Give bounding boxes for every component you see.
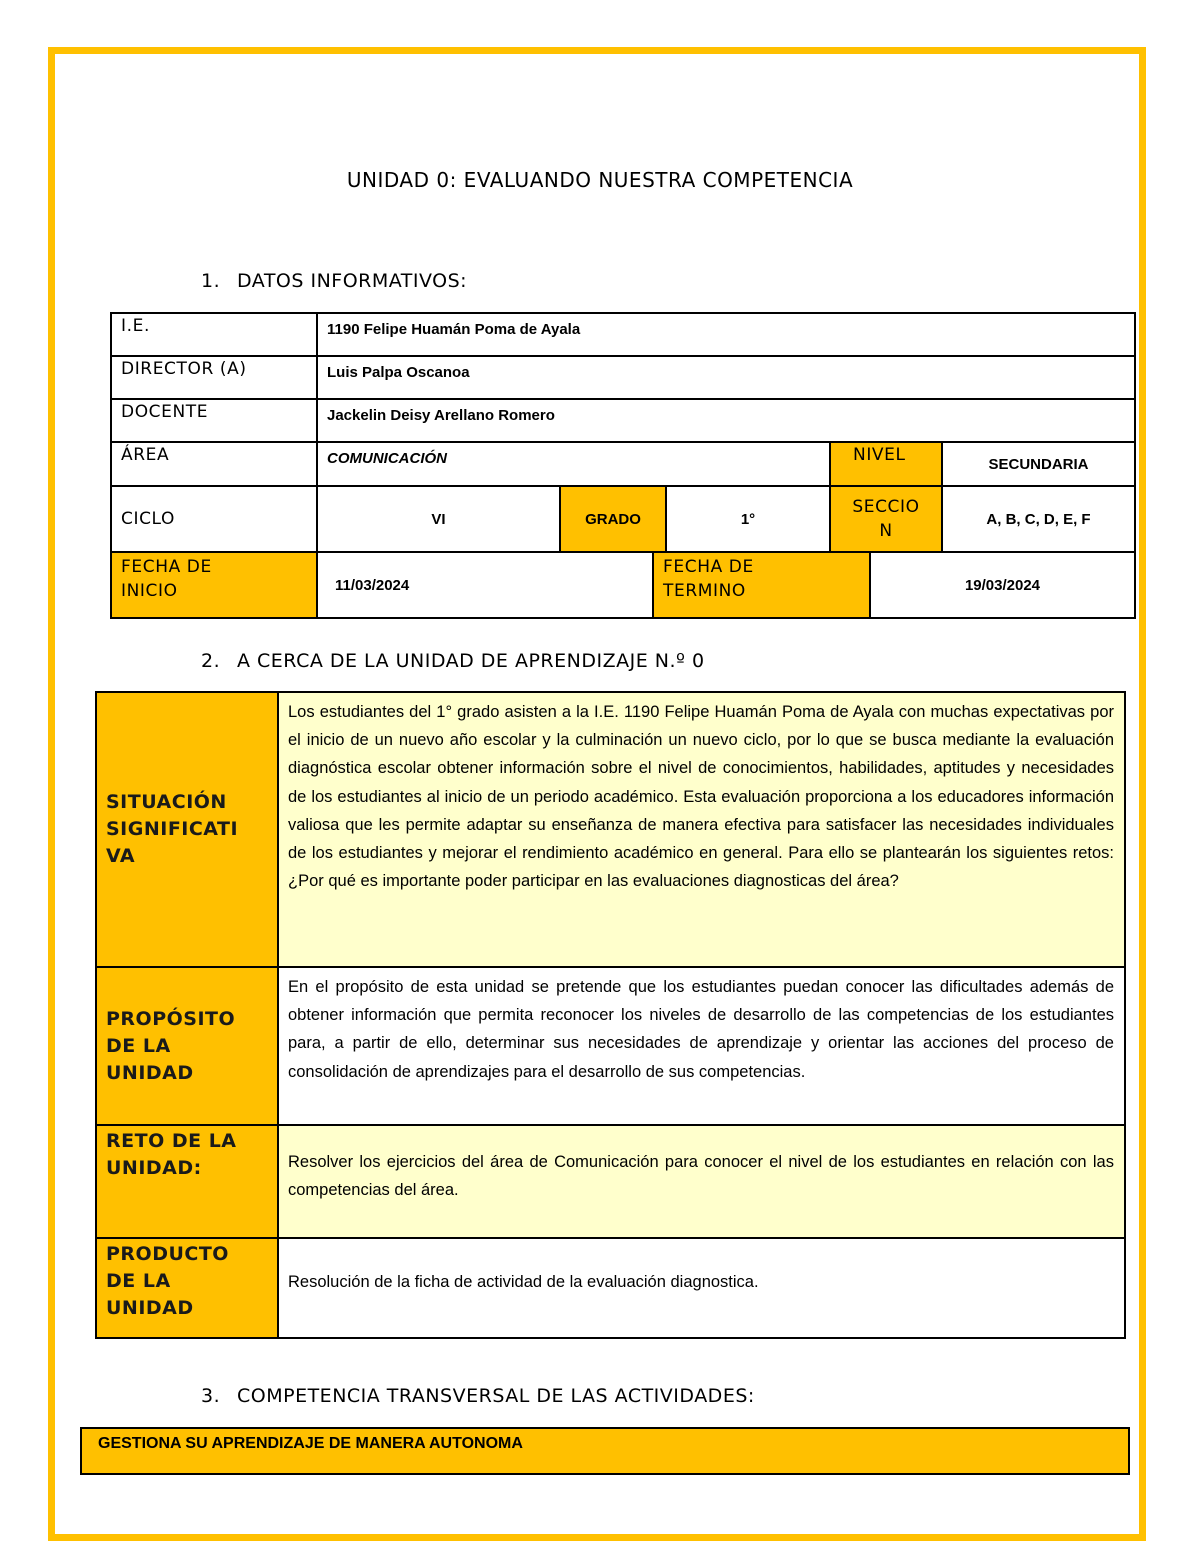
proposito-label-line-3: UNIDAD xyxy=(106,1061,194,1084)
unidad-aprendizaje-table xyxy=(95,691,1126,1339)
ciclo-label-cell xyxy=(112,487,318,553)
nivel-label-cell xyxy=(831,443,943,487)
producto-label-line-2: DE LA xyxy=(106,1270,171,1292)
fecha-termino-value: 19/03/2024 xyxy=(964,576,1041,594)
fecha-inicio-value: 11/03/2024 xyxy=(335,576,410,594)
seccion-label-line-1: SECCIO xyxy=(852,497,920,517)
situacion-label-cell xyxy=(97,693,279,968)
docente-label: DOCENTE xyxy=(121,402,209,422)
grado-label-cell xyxy=(561,487,667,553)
situacion-text-cell xyxy=(279,693,1124,968)
reto-label-cell xyxy=(97,1126,279,1239)
section-3-number: 3. xyxy=(201,1385,221,1407)
fecha-termino-label-line-2: TERMINO xyxy=(663,581,746,601)
area-label-cell xyxy=(112,443,318,487)
ie-value-cell xyxy=(318,314,1134,357)
ie-value: 1190 Felipe Huamán Poma de Ayala xyxy=(327,321,581,338)
section-1-heading xyxy=(201,270,467,292)
proposito-text-cell xyxy=(279,968,1124,1126)
reto-label-line-2: UNIDAD: xyxy=(106,1157,202,1179)
section-3-title: COMPETENCIA TRANSVERSAL DE LAS ACTIVIDADES: xyxy=(237,1385,755,1407)
section-3-heading xyxy=(201,1385,755,1407)
director-value: Luis Palpa Oscanoa xyxy=(327,364,470,381)
proposito-text: En el propósito de esta unidad se pretende que los estudiantes puedan conocer las dificultades además de obtener información que permita reconocer los niveles de desarrollo de las competencias de los estudiantes para, a partir de ello, determinar sus necesidades de aprendizaje y orientar las acciones del proceso de consolidación de aprendizajes para el desarrollo de sus competencias. xyxy=(288,978,1114,1081)
reto-text-cell xyxy=(279,1126,1124,1239)
competencia-text: GESTIONA SU APRENDIZAJE DE MANERA AUTONOMA xyxy=(98,1435,523,1452)
producto-label-line-1: PRODUCTO xyxy=(106,1243,229,1265)
fecha-inicio-label-line-2: INICIO xyxy=(121,581,178,601)
ie-label-cell xyxy=(112,314,318,357)
situacion-label-line-1: SITUACIÓN xyxy=(106,791,227,813)
proposito-label-cell xyxy=(97,968,279,1126)
situacion-label-line-3: VA xyxy=(106,845,136,867)
reto-label-line-1: RETO DE LA xyxy=(106,1130,237,1152)
section-2-title: A CERCA DE LA UNIDAD DE APRENDIZAJE N.º 0 xyxy=(237,650,705,672)
competencia-box xyxy=(80,1427,1130,1475)
docente-label-cell xyxy=(112,400,318,443)
reto-text: Resolver los ejercicios del área de Comunicación para conocer el nivel de los estudiantes en relación con las competencias del área. xyxy=(288,1153,1114,1200)
nivel-label: NIVEL xyxy=(853,445,906,465)
fecha-termino-label-cell xyxy=(654,553,871,617)
fecha-inicio-label-cell xyxy=(112,553,318,617)
proposito-label-line-2: DE LA xyxy=(106,1034,171,1057)
section-2-heading xyxy=(201,650,705,672)
docente-value: Jackelin Deisy Arellano Romero xyxy=(327,407,555,424)
situacion-label-line-2: SIGNIFICATI xyxy=(106,818,239,840)
section-1-title: DATOS INFORMATIVOS: xyxy=(237,270,468,292)
director-value-cell xyxy=(318,357,1134,400)
ie-label: I.E. xyxy=(121,316,150,336)
seccion-label-cell xyxy=(831,487,943,553)
fecha-termino-label-line-1: FECHA DE xyxy=(663,557,754,577)
docente-value-cell xyxy=(318,400,1134,443)
seccion-value: A, B, C, D, E, F xyxy=(986,510,1091,528)
grado-label: GRADO xyxy=(585,510,641,528)
area-value-cell xyxy=(318,443,831,487)
nivel-value: SECUNDARIA xyxy=(988,455,1089,473)
fecha-termino-value-cell xyxy=(871,553,1134,617)
document-title: UNIDAD 0: EVALUANDO NUESTRA COMPETENCIA xyxy=(346,168,854,192)
seccion-value-cell xyxy=(943,487,1134,553)
ciclo-value: VI xyxy=(431,510,446,528)
director-label-cell xyxy=(112,357,318,400)
fecha-inicio-value-cell xyxy=(318,553,654,617)
ciclo-label: CICLO xyxy=(121,509,175,529)
area-value: COMUNICACIÓN xyxy=(327,450,447,467)
proposito-label-line-1: PROPÓSITO xyxy=(106,1007,236,1030)
seccion-label-line-2: N xyxy=(879,521,893,541)
section-2-number: 2. xyxy=(201,650,221,672)
situacion-text: Los estudiantes del 1° grado asisten a la I.E. 1190 Felipe Huamán Poma de Ayala con muchas expectativas por el inicio de un nuevo año escolar y la culminación un nuevo ciclo, por lo que se busca mediante la evaluación diagnóstica escolar obtener información sobre el nivel de conocimientos, habilidades, aptitudes y necesidades de los estudiantes al inicio de un periodo académico. Esta evaluación proporciona a los educadores información valiosa que les permite adaptar su enseñanza de manera efectiva para satisfacer las necesidades individuales de los estudiantes y mejorar el rendimiento académico en general. Para ello se plantearán los siguientes retos: ¿Por qué es importante poder participar en las evaluaciones diagnosticas del área? xyxy=(288,703,1114,891)
producto-text: Resolución de la ficha de actividad de la evaluación diagnostica. xyxy=(288,1273,759,1291)
producto-text-cell xyxy=(279,1239,1124,1337)
area-label: ÁREA xyxy=(121,445,170,465)
nivel-value-cell xyxy=(943,443,1134,487)
grado-value-cell xyxy=(667,487,831,553)
ciclo-value-cell xyxy=(318,487,561,553)
producto-label-cell xyxy=(97,1239,279,1337)
datos-informativos-table xyxy=(110,312,1136,619)
section-1-number: 1. xyxy=(201,270,221,292)
director-label: DIRECTOR (A) xyxy=(121,359,247,379)
fecha-inicio-label-line-1: FECHA DE xyxy=(121,557,212,577)
producto-label-line-3: UNIDAD xyxy=(106,1297,194,1319)
grado-value: 1° xyxy=(740,510,756,528)
